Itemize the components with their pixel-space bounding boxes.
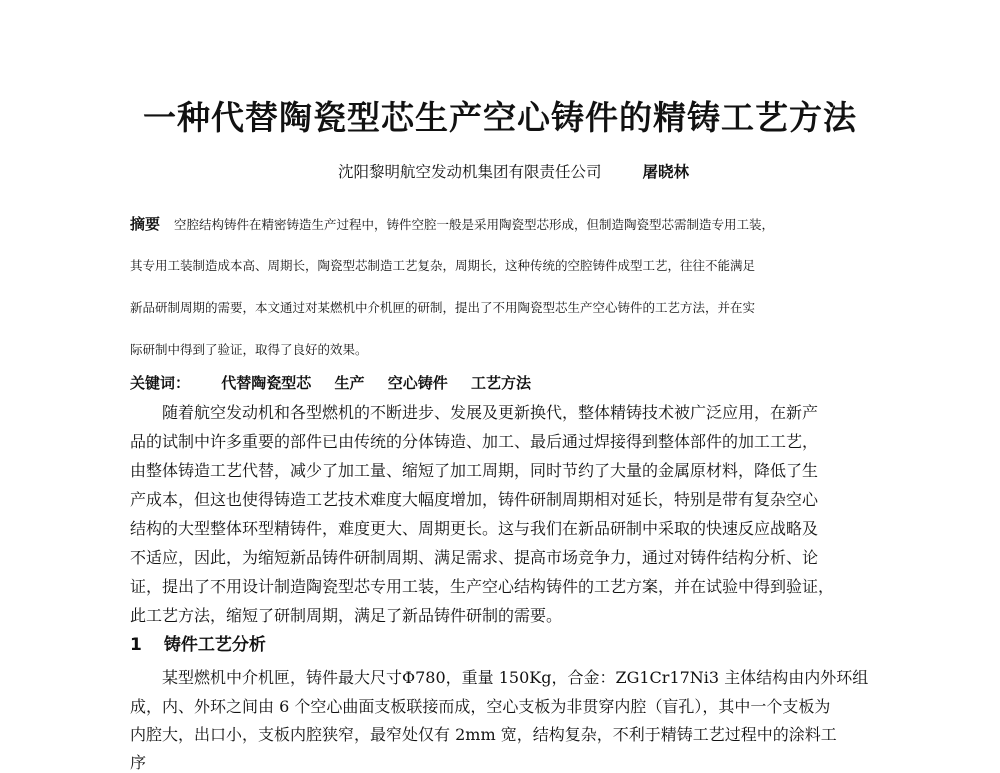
- abstract-line-4: 际研制中得到了验证，取得了良好的效果。: [130, 342, 368, 357]
- intro-line: 随着航空发动机和各型燃机的不断进步、发展及更新换代，整体精铸技术被广泛应用，在新产: [162, 403, 819, 422]
- abstract-text: 空腔结构铸件在精密铸造生产过程中，铸件空腔一般是采用陶瓷型芯形成，但制造陶瓷型芯需制造专用工装，: [174, 217, 775, 232]
- abstract-line-3: 新品研制周期的需要，本文通过对某燃机中介机匣的研制，提出了不用陶瓷型芯生产空心铸件的工艺方法，并在实: [130, 300, 756, 315]
- author-line: [338, 160, 689, 182]
- section-heading: [130, 630, 266, 655]
- section-title: 铸件工艺分析: [163, 635, 266, 655]
- author-name: 屠晓林: [642, 162, 689, 181]
- abstract-line-2: 其专用工装制造成本高、周期长，陶瓷型芯制造工艺复杂，周期长，这种传统的空腔铸件成型工艺，往往不能满足: [130, 258, 756, 273]
- section-line: 内腔大，出口小，支板内腔狭窄，最窄处仅有 2mm 宽，结构复杂，不利于精铸工艺过程中的涂料工: [130, 725, 837, 744]
- abstract-line-1: [130, 213, 882, 234]
- section-line: 序: [130, 753, 147, 772]
- intro-line: 此工艺方法，缩短了研制周期，满足了新品铸件研制的需要。: [130, 606, 563, 625]
- keyword: 空心铸件: [387, 374, 448, 392]
- keyword: 工艺方法: [471, 374, 532, 392]
- keywords-label: 关键词：: [130, 374, 191, 392]
- section-number: 1: [130, 635, 142, 655]
- intro-line: 由整体铸造工艺代替，减少了加工量、缩短了加工周期，同时节约了大量的金属原材料，降低了生: [130, 461, 819, 480]
- keyword: 代替陶瓷型芯: [221, 374, 312, 392]
- author-organization: 沈阳黎明航空发动机集团有限责任公司: [338, 163, 602, 181]
- intro-line: 产成本，但这也使得铸造工艺技术难度大幅度增加，铸件研制周期相对延长，特别是带有复杂空心: [130, 490, 819, 509]
- keywords-line: [130, 372, 549, 393]
- section-line: 某型燃机中介机匣，铸件最大尺寸Φ780，重量 150Kg，合金：ZG1Cr17Ni3 主体结构由内外环组: [162, 668, 869, 687]
- intro-line: 结构的大型整体环型精铸件，难度更大、周期更长。这与我们在新品研制中采取的快速反应战略及: [130, 519, 819, 538]
- intro-line: 品的试制中许多重要的部件已由传统的分体铸造、加工、最后通过焊接得到整体部件的加工工艺，: [130, 432, 819, 451]
- intro-line: 不适应，因此，为缩短新品铸件研制周期、满足需求、提高市场竞争力，通过对铸件结构分析、论: [130, 548, 819, 567]
- section-line: 成，内、外环之间由 6 个空心曲面支板联接而成，空心支板为非贯穿内腔（盲孔），其中一个支板为: [130, 697, 831, 716]
- intro-line: 证，提出了不用设计制造陶瓷型芯专用工装，生产空心结构铸件的工艺方案，并在试验中得到验证，: [130, 577, 835, 596]
- paper-title: 一种代替陶瓷型芯生产空心铸件的精铸工艺方法: [143, 98, 857, 137]
- abstract-label: 摘要: [130, 215, 161, 233]
- keyword: 生产: [334, 374, 365, 392]
